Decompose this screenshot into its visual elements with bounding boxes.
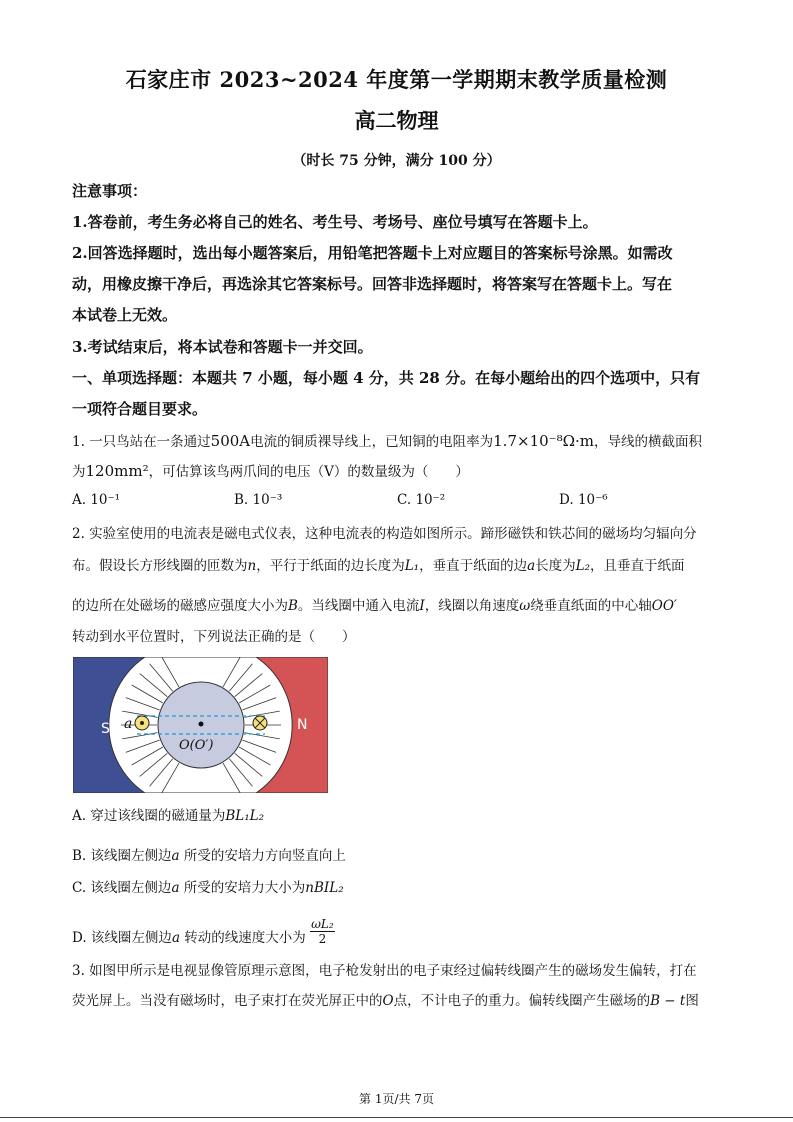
q2-option-c[interactable]: C. 该线圈左侧边a 所受的安培力大小为nBIL₂ xyxy=(72,880,344,896)
axis-label: O(O′) xyxy=(179,738,214,753)
galvanometer-figure xyxy=(73,657,328,793)
page-bottom-rule xyxy=(0,1117,793,1118)
axis-center xyxy=(199,722,204,727)
north-label: N xyxy=(297,717,308,733)
q1-resistivity: 1.7×10⁻⁸Ω·m xyxy=(493,432,595,450)
q2-option-a[interactable]: A. 穿过该线圈的磁通量为BL₁L₂ xyxy=(72,808,265,824)
notice-item-2-line-1: 2.回答选择题时，选出每小题答案后，用铅笔把答题卡上对应题目的答案标号涂黑。如需改 xyxy=(72,244,673,262)
exam-duration: （时长 75 分钟，满分 100 分） xyxy=(292,153,501,169)
q1-option-c[interactable]: C. 10⁻² xyxy=(397,492,446,508)
q1-line-2: 为120mm²，可估算该鸟两爪间的电压（V）的数量级为（ ） xyxy=(72,462,469,480)
q1-option-d[interactable]: D. 10⁻⁶ xyxy=(559,492,608,508)
q3-line-2: 荧光屏上。当没有磁场时，电子束打在荧光屏正中的O点，不计电子的重力。偏转线圈产生磁场的B − t图 xyxy=(72,993,699,1009)
q2-line-2: 布。假设长方形线圈的匝数为n，平行于纸面的边长度为L₁，垂直于纸面的边a长度为L₂，且垂直于纸面 xyxy=(72,558,685,574)
notice-item-1: 1.答卷前，考生务必将自己的姓名、考生号、考场号、座位号填写在答题卡上。 xyxy=(72,213,598,231)
q1-current: 500A xyxy=(210,432,251,450)
q2-line-4: 转动到水平位置时，下列说法正确的是（ ） xyxy=(72,629,356,645)
notice-heading: 注意事项： xyxy=(72,182,148,200)
subject-title: 高二物理 xyxy=(354,108,439,133)
q1-option-b[interactable]: B. 10⁻³ xyxy=(234,492,283,508)
side-a-label: a xyxy=(124,716,133,732)
exam-title: 石家庄市 2023~2024 年度第一学期期末教学质量检测 xyxy=(125,67,668,92)
q2-option-d[interactable]: D. 该线圈左侧边a 转动的线速度大小为 $\frac{\text{ωL₂}}{2}$ xyxy=(72,917,334,946)
notice-item-3: 3.考试结束后，将本试卷和答题卡一并交回。 xyxy=(72,338,373,356)
notice-item-2-line-2: 动，用橡皮擦干净后，再选涂其它答案标号。回答非选择题时，将答案写在答题卡上。写在 xyxy=(72,275,673,293)
section-1-heading-line-2: 一项符合题目要求。 xyxy=(72,400,208,418)
page-footer: 第 1页/共 7页 xyxy=(359,1092,434,1106)
section-1-heading-line-1: 一、单项选择题：本题共 7 小题，每小题 4 分，共 28 分。在每小题给出的四个选项中，只有 xyxy=(72,369,701,387)
q2-option-b[interactable]: B. 该线圈左侧边a 所受的安培力方向竖直向上 xyxy=(72,848,346,864)
q3-line-1: 3. 如图甲所示是电视显像管原理示意图，电子枪发射出的电子束经过偏转线圈产生的磁场发生偏转，打在 xyxy=(72,963,697,979)
notice-item-2-line-3: 本试卷上无效。 xyxy=(72,306,178,324)
fraction: $\frac{\text{ωL₂}}{2}$ xyxy=(311,917,334,946)
q1-line-1: 1. 一只鸟站在一条通过500A电流的铜质裸导线上，已知铜的电阻率为1.7×10⁻⁸Ω·m，导线的横截面积 xyxy=(72,432,703,450)
q2-line-3: 的边所在处磁场的磁感应强度大小为B。当线圈中通入电流I，线圈以角速度ω绕垂直纸面的中心轴OO′ xyxy=(72,598,677,614)
south-label: S xyxy=(101,721,110,737)
q1-area: 120mm² xyxy=(85,462,149,480)
q2-line-1: 2. 实验室使用的电流表是磁电式仪表，这种电流表的构造如图所示。蹄形磁铁和铁芯间的磁场均匀辐向分 xyxy=(72,526,697,542)
q1-option-a[interactable]: A. 10⁻¹ xyxy=(72,492,121,508)
